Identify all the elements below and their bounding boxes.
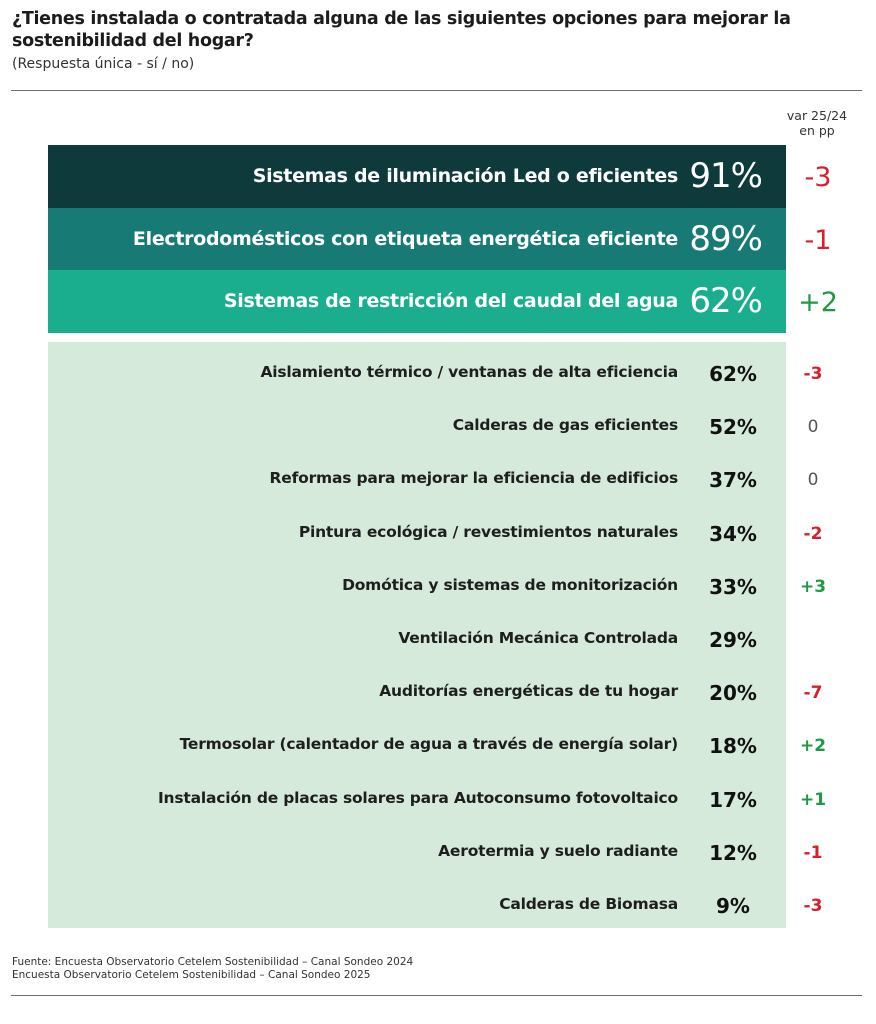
page-subtitle: (Respuesta única - sí / no) bbox=[12, 56, 195, 72]
row-label: Aerotermia y suelo radiante bbox=[438, 841, 678, 860]
row-percentage: 29% bbox=[709, 628, 757, 652]
row-percentage: 91% bbox=[689, 156, 762, 196]
row-variation: +2 bbox=[798, 287, 838, 318]
row-percentage: 18% bbox=[709, 734, 757, 759]
top-divider bbox=[11, 90, 862, 91]
row-variation: -3 bbox=[803, 896, 823, 916]
row-label: Reformas para mejorar la eficiencia de edificios bbox=[269, 469, 678, 488]
source-line-1: Fuente: Encuesta Observatorio Cetelem Sostenibilidad – Canal Sondeo 2024 bbox=[12, 956, 414, 968]
row-label: Calderas de gas eficientes bbox=[452, 416, 678, 435]
row-percentage: 37% bbox=[709, 468, 757, 493]
source-note bbox=[12, 956, 413, 982]
var-column-header bbox=[780, 108, 854, 138]
row-percentage: 33% bbox=[709, 574, 757, 599]
top-row bbox=[48, 208, 786, 271]
row-label: Aislamiento térmico / ventanas de alta eficiencia bbox=[260, 363, 678, 381]
row-variation: +3 bbox=[799, 576, 827, 597]
row-percentage: 9% bbox=[716, 894, 750, 918]
row-percentage: 62% bbox=[709, 362, 757, 386]
row-variation: -3 bbox=[804, 162, 832, 193]
row-variation: -1 bbox=[804, 224, 832, 256]
top-row bbox=[48, 145, 786, 208]
row-variation: +2 bbox=[799, 736, 827, 757]
row-label: Pintura ecológica / revestimientos naturales bbox=[298, 522, 678, 541]
page-title: ¿Tienes instalada o contratada alguna de las siguientes opciones para mejorar la sostenibilidad del hogar? bbox=[12, 9, 791, 51]
row-variation: -7 bbox=[803, 683, 823, 704]
row-percentage: 12% bbox=[709, 840, 757, 865]
row-variation: -2 bbox=[803, 523, 823, 544]
source-line-2: Encuesta Observatorio Cetelem Sostenibilidad – Canal Sondeo 2025 bbox=[12, 969, 371, 981]
row-percentage: 89% bbox=[689, 218, 762, 259]
row-percentage: 62% bbox=[689, 281, 762, 321]
row-label: Domótica y sistemas de monitorización bbox=[342, 575, 678, 594]
top-row bbox=[48, 270, 786, 333]
row-label: Instalación de placas solares para Autoconsumo fotovoltaico bbox=[157, 788, 678, 807]
row-variation: -3 bbox=[803, 364, 823, 384]
row-variation: -1 bbox=[803, 842, 823, 863]
var-header-line1: var 25/24 bbox=[786, 108, 848, 123]
row-label: Auditorías energéticas de tu hogar bbox=[379, 682, 678, 701]
row-variation: +1 bbox=[799, 789, 827, 810]
row-percentage: 52% bbox=[709, 415, 757, 440]
var-header-line2: en pp bbox=[799, 123, 835, 138]
row-percentage: 34% bbox=[709, 521, 757, 546]
row-variation: 0 bbox=[807, 470, 819, 491]
row-label: Sistemas de restricción del caudal del agua bbox=[223, 290, 678, 312]
row-label: Electrodomésticos con etiqueta energética eficiente bbox=[132, 227, 678, 250]
row-percentage: 17% bbox=[709, 787, 757, 812]
row-label: Ventilación Mecánica Controlada bbox=[398, 629, 678, 647]
row-label: Termosolar (calentador de agua a través de energía solar) bbox=[179, 735, 678, 754]
row-variation: 0 bbox=[807, 417, 819, 438]
row-percentage: 20% bbox=[709, 681, 757, 706]
row-label: Sistemas de iluminación Led o eficientes bbox=[252, 165, 678, 187]
bottom-divider bbox=[11, 995, 862, 996]
row-label: Calderas de Biomasa bbox=[499, 895, 678, 913]
